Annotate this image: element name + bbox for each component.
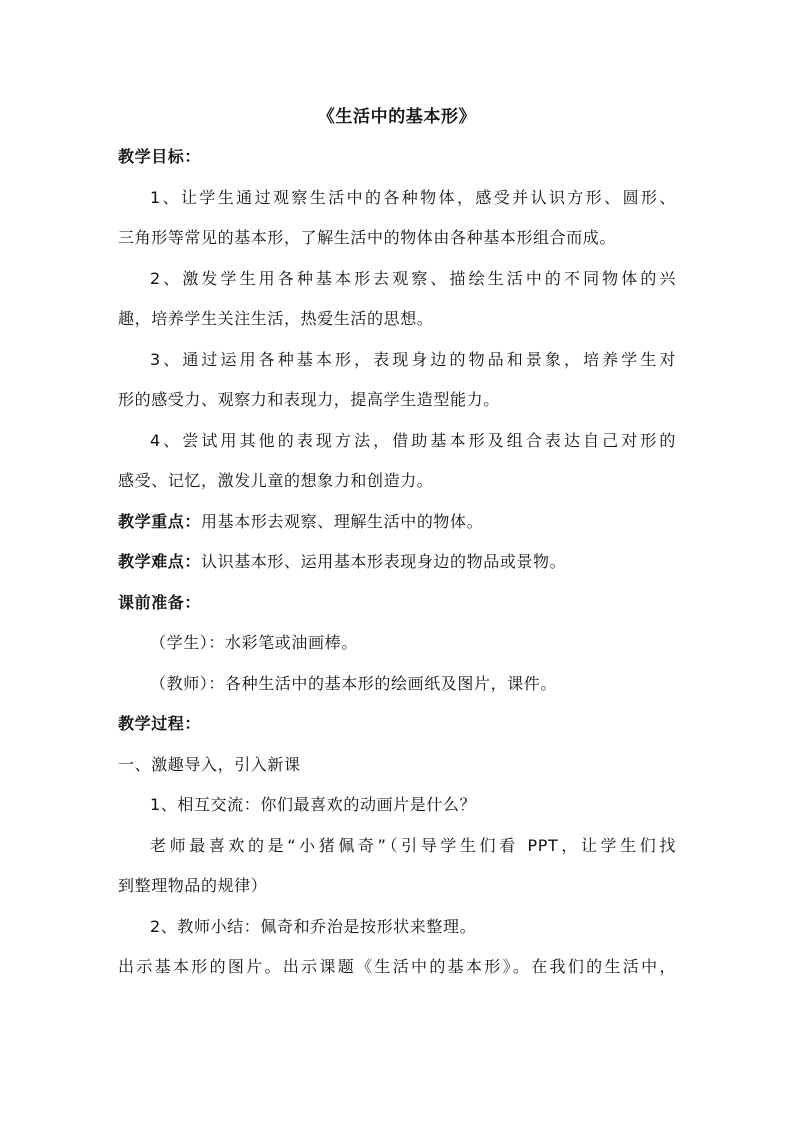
closing-line: 出示基本形的图片。出示课题《生活中的基本形》。在我们的生活中， bbox=[118, 957, 676, 976]
section1-title: 一、激趣导入，引入新课 bbox=[118, 754, 301, 774]
key-point-label: 教学重点： bbox=[118, 511, 202, 531]
document-title: 《生活中的基本形》 bbox=[317, 107, 477, 127]
objective-3-line2: 形的感受力、观察力和表现力，提高学生造型能力。 bbox=[118, 390, 500, 409]
prep-teacher: （教师）：各种生活中的基本形的绘画纸及图片，课件。 bbox=[150, 673, 558, 693]
objectives-heading: 教学目标： bbox=[118, 147, 202, 166]
process-heading: 教学过程： bbox=[118, 714, 202, 733]
objective-2-line1: 2、激发学生用各种基本形去观察、描绘生活中的不同物体的兴 bbox=[150, 268, 676, 288]
objective-1-line2: 三角形等常见的基本形，了解生活中的物体由各种基本形组合而成。 bbox=[118, 228, 617, 247]
difficulty-label: 教学难点： bbox=[118, 552, 202, 571]
objective-1-line1: 1、让学生通过观察生活中的各种物体，感受并认识方形、圆形、 bbox=[150, 187, 676, 207]
difficulty-text: 认识基本形、运用基本形表现身边的物品或景物。 bbox=[201, 552, 567, 571]
prep-student: （学生）：水彩笔或油画棒。 bbox=[150, 633, 358, 652]
key-point-text: 用基本形去观察、理解生活中的物体。 bbox=[201, 511, 484, 531]
step2: 2、教师小结：佩奇和乔治是按形状来整理。 bbox=[150, 916, 477, 936]
objective-3-line1: 3、通过运用各种基本形，表现身边的物品和景象，培养学生对 bbox=[150, 349, 676, 369]
objective-4-line1: 4、尝试用其他的表现方法，借助基本形及组合表达自己对形的 bbox=[150, 430, 676, 450]
prep-heading: 课前准备： bbox=[118, 592, 202, 612]
step1: 1、相互交流：你们最喜欢的动画片是什么？ bbox=[150, 795, 477, 814]
difficulty bbox=[118, 542, 676, 583]
key-point bbox=[118, 502, 676, 543]
objective-2-line2: 趣，培养学生关注生活，热爱生活的思想。 bbox=[118, 309, 434, 328]
step1-detail-line1: 老师最喜欢的是“小猪佩奇”（引导学生们看 PPT，让学生们找 bbox=[150, 835, 676, 855]
objective-4-line2: 感受、记忆，激发儿童的想象力和创造力。 bbox=[118, 471, 434, 490]
step1-detail-line2: 到整理物品的规律） bbox=[118, 876, 268, 895]
